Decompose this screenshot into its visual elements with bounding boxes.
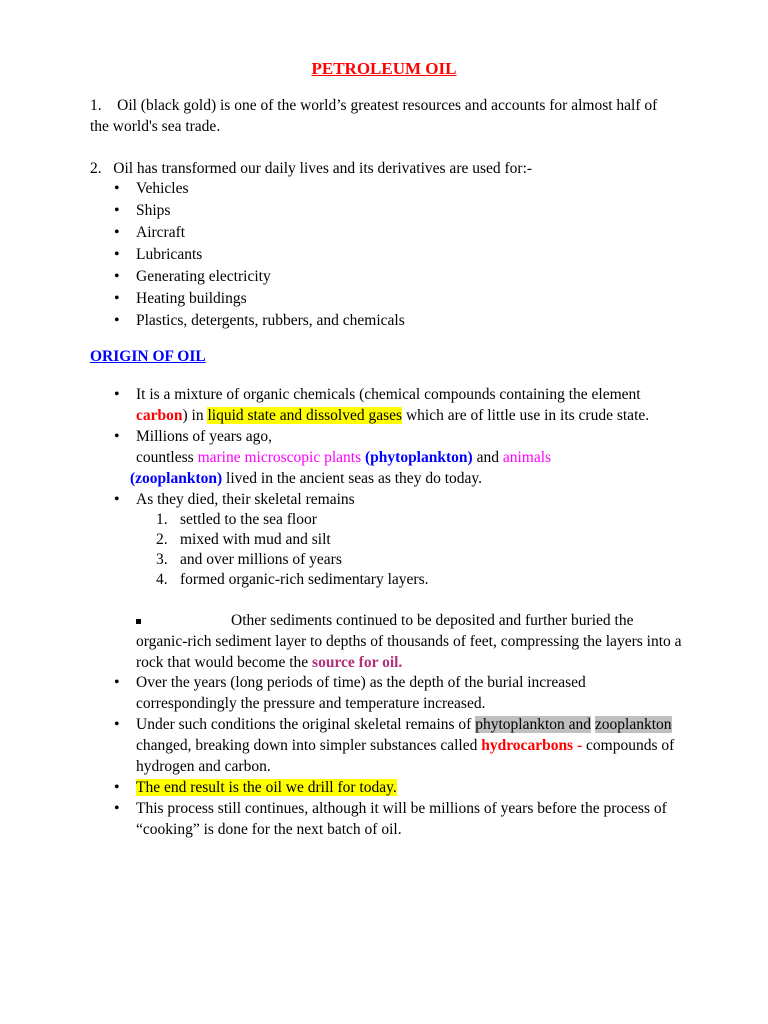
list-item	[114, 426, 684, 489]
list-item	[114, 489, 684, 590]
numbered-item	[136, 530, 684, 550]
text: It is a mixture of organic chemicals (chemical compounds containing the element	[136, 386, 641, 403]
blue-text: (phytoplankton)	[365, 449, 473, 466]
list-item: • Aircraft	[114, 222, 405, 244]
list-item	[114, 714, 684, 777]
paragraph-2: 2. Oil has transformed our daily lives and its derivatives are used for:-	[90, 160, 533, 177]
list-item	[114, 777, 684, 798]
list-item: • Generating electricity	[114, 266, 405, 288]
origin-list-continued	[114, 672, 684, 840]
numbered-item	[136, 510, 684, 530]
gray-highlight: zooplankton	[594, 716, 672, 733]
page-title: PETROLEUM OIL	[311, 59, 457, 78]
list-item: • Ships	[114, 200, 405, 222]
list-item: • Over the years (long periods of time) as the depth of the burial increased correspondingly the pressure and temperature increased.	[114, 672, 684, 714]
yellow-highlight: liquid state and dissolved gases	[207, 407, 403, 424]
uses-list	[114, 178, 405, 332]
text: ) in	[182, 407, 208, 424]
numbered-item	[136, 550, 684, 570]
magenta-text: animals	[502, 449, 552, 466]
item-number: 3.	[156, 551, 168, 568]
text: lived in the ancient seas as they do today.	[222, 470, 482, 487]
hydrocarbons-text: hydrocarbons -	[481, 737, 583, 754]
text: countless	[136, 449, 198, 466]
item-number: 4.	[156, 571, 168, 588]
source-for-oil: source for oil.	[312, 654, 403, 671]
text: and over millions of years	[180, 551, 342, 568]
text: formed organic-rich sedimentary layers.	[180, 571, 429, 588]
blue-text: (zooplankton)	[130, 470, 223, 487]
section-heading-origin: ORIGIN OF OIL	[90, 348, 206, 365]
text: compounds of hydrogen and carbon.	[136, 737, 675, 775]
magenta-text: marine microscopic plants	[197, 449, 362, 466]
list-item	[114, 384, 684, 426]
numbered-list	[136, 510, 684, 590]
text: As they died, their skeletal remains	[136, 491, 355, 508]
paragraph-1-number: 1.	[90, 97, 102, 114]
text: settled to the sea floor	[180, 511, 317, 528]
text: Under such conditions the original skeletal remains of	[136, 716, 476, 733]
item-number: 1.	[156, 511, 168, 528]
item-number: 2.	[156, 531, 168, 548]
text: and	[472, 449, 503, 466]
square-bullet-icon	[136, 619, 141, 624]
list-item: • Plastics, detergents, rubbers, and chemicals	[114, 310, 405, 332]
yellow-highlight: The end result is the oil we drill for today.	[136, 779, 397, 796]
text: which are of little use in its crude state.	[402, 407, 650, 424]
gray-highlight: phytoplankton and	[475, 716, 592, 733]
list-item: • Vehicles	[114, 178, 405, 200]
numbered-item	[136, 570, 684, 590]
paragraph-1	[90, 95, 680, 137]
text: changed, breaking down into simpler substances called	[136, 737, 482, 754]
paragraph-1-text: Oil (black gold) is one of the world’s greatest resources and accounts for almost half of the world's sea trade.	[90, 97, 658, 135]
list-item: • This process still continues, although it will be millions of years before the process of “cooking” is done for the next batch of oil.	[114, 798, 684, 840]
carbon-highlight: carbon	[136, 407, 183, 424]
list-item: • Lubricants	[114, 244, 405, 266]
sediment-paragraph	[136, 610, 684, 673]
list-item: • Heating buildings	[114, 288, 405, 310]
origin-list	[114, 384, 684, 590]
text: Millions of years ago,	[136, 428, 273, 445]
text: mixed with mud and silt	[180, 531, 331, 548]
text: Other sediments continued to be deposited and further buried the organic-rich sediment layer to depths of thousands of feet, compressing the layers into a rock that would become the	[136, 612, 682, 671]
